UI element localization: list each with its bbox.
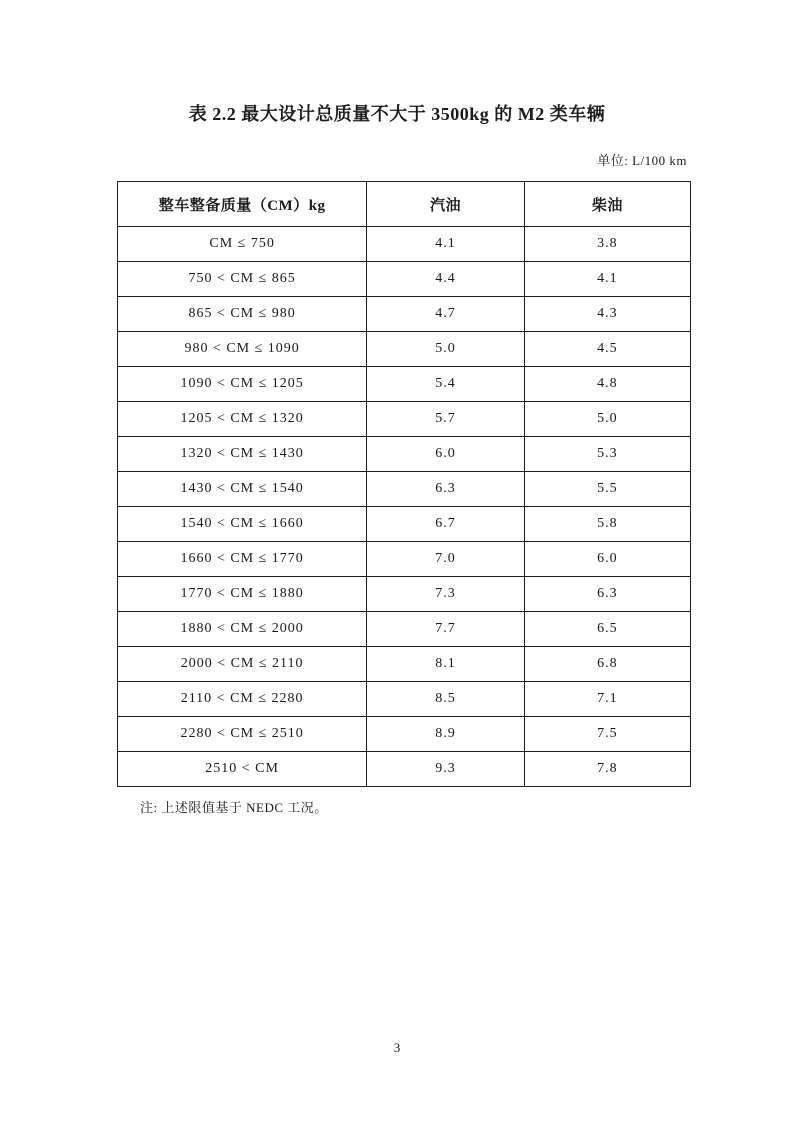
table-cell: 5.7: [367, 402, 525, 437]
table-cell: 5.0: [524, 402, 690, 437]
table-cell: 5.0: [367, 332, 525, 367]
table-cell: 8.5: [367, 682, 525, 717]
table-row: [118, 542, 691, 577]
table-row: [118, 752, 691, 787]
page-number: 3: [393, 1040, 401, 1055]
table-title: 表 2.2 最大设计总质量不大于 3500kg 的 M2 类车辆: [188, 104, 606, 124]
table-row: [118, 437, 691, 472]
table-cell: 7.8: [524, 752, 690, 787]
table-cell: 6.0: [524, 542, 690, 577]
table-row: [118, 367, 691, 402]
table-cell: 8.9: [367, 717, 525, 752]
table-row: [118, 297, 691, 332]
table-row: [118, 682, 691, 717]
table-cell: 7.0: [367, 542, 525, 577]
table-cell: 4.7: [367, 297, 525, 332]
table-cell: 865 < CM ≤ 980: [118, 297, 367, 332]
table-cell: 6.7: [367, 507, 525, 542]
table-cell: 6.3: [367, 472, 525, 507]
table-cell: 5.5: [524, 472, 690, 507]
table-row: [118, 717, 691, 752]
col-header-curb-mass: 整车整备质量（CM）kg: [118, 182, 367, 227]
table-cell: 2110 < CM ≤ 2280: [118, 682, 367, 717]
table-cell: 2510 < CM: [118, 752, 367, 787]
table-cell: 5.8: [524, 507, 690, 542]
table-row: [118, 402, 691, 437]
col-header-diesel: 柴油: [524, 182, 690, 227]
table-row: [118, 507, 691, 542]
table-cell: 1540 < CM ≤ 1660: [118, 507, 367, 542]
table-cell: 4.5: [524, 332, 690, 367]
table-cell: 7.1: [524, 682, 690, 717]
table-cell: 980 < CM ≤ 1090: [118, 332, 367, 367]
table-cell: 6.5: [524, 612, 690, 647]
table-row: [118, 332, 691, 367]
table-body: [118, 227, 691, 787]
table-cell: 2280 < CM ≤ 2510: [118, 717, 367, 752]
table-note: 注: 上述限值基于 NEDC 工况。: [140, 800, 328, 815]
unit-label: 单位: L/100 km: [597, 153, 687, 168]
table-cell: 3.8: [524, 227, 690, 262]
table-cell: 4.8: [524, 367, 690, 402]
table-cell: 1090 < CM ≤ 1205: [118, 367, 367, 402]
table-cell: CM ≤ 750: [118, 227, 367, 262]
table-cell: 1205 < CM ≤ 1320: [118, 402, 367, 437]
table-cell: 1880 < CM ≤ 2000: [118, 612, 367, 647]
table-row: [118, 577, 691, 612]
table-cell: 6.3: [524, 577, 690, 612]
table-cell: 4.1: [367, 227, 525, 262]
table-row: [118, 227, 691, 262]
table-cell: 8.1: [367, 647, 525, 682]
table-cell: 4.4: [367, 262, 525, 297]
table-row: [118, 472, 691, 507]
table-cell: 6.8: [524, 647, 690, 682]
table-row: [118, 262, 691, 297]
table-cell: 750 < CM ≤ 865: [118, 262, 367, 297]
table-header-row: [118, 182, 691, 227]
table-cell: 7.3: [367, 577, 525, 612]
table-cell: 7.5: [524, 717, 690, 752]
table-row: [118, 647, 691, 682]
table-row: [118, 612, 691, 647]
table-cell: 7.7: [367, 612, 525, 647]
table-cell: 1770 < CM ≤ 1880: [118, 577, 367, 612]
table-cell: 4.1: [524, 262, 690, 297]
table-cell: 5.3: [524, 437, 690, 472]
col-header-gasoline: 汽油: [367, 182, 525, 227]
table-cell: 2000 < CM ≤ 2110: [118, 647, 367, 682]
table-cell: 9.3: [367, 752, 525, 787]
table-cell: 1430 < CM ≤ 1540: [118, 472, 367, 507]
table-cell: 1660 < CM ≤ 1770: [118, 542, 367, 577]
table-cell: 5.4: [367, 367, 525, 402]
table-cell: 4.3: [524, 297, 690, 332]
fuel-limits-table: [117, 181, 691, 787]
table-cell: 6.0: [367, 437, 525, 472]
table-cell: 1320 < CM ≤ 1430: [118, 437, 367, 472]
